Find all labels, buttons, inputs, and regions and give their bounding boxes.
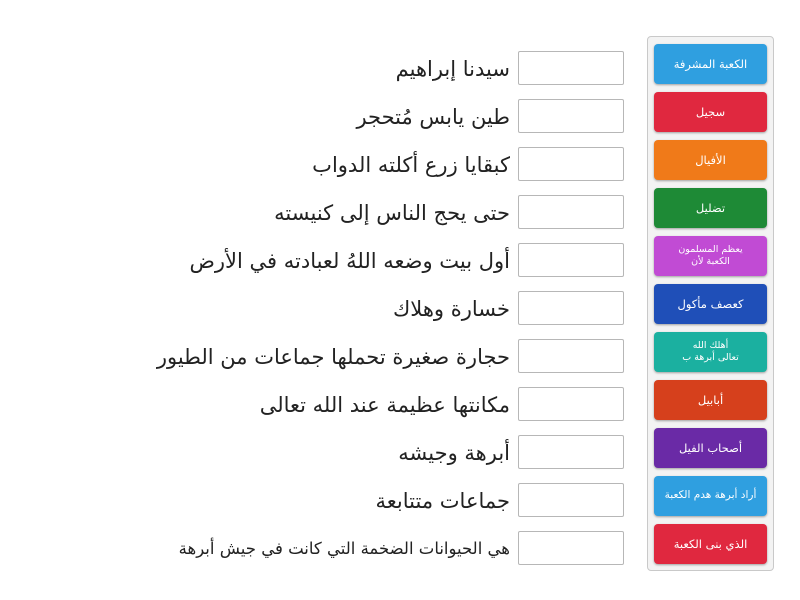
tile-label-line-2: تعالى أبرهة ب [682,352,739,363]
answer-drop-box[interactable] [518,531,624,565]
definition-text: سيدنا إبراهيم [395,57,510,81]
tile-label: الكعبة المشرفة [673,56,748,71]
answer-drop-box[interactable] [518,387,624,421]
answer-tile[interactable] [654,140,767,180]
answer-tile[interactable] [654,92,767,132]
match-row [0,49,624,89]
definition-text: حتى يحج الناس إلى كنيسته [274,201,510,225]
answer-drop-box[interactable] [518,99,624,133]
tile-label: تضليل [695,200,726,215]
match-row [0,193,624,233]
definition-text: أول بيت وضعه اللهُ لعبادته في الأرض [189,249,510,273]
answer-tiles-panel [647,36,774,571]
answer-drop-box[interactable] [518,147,624,181]
answer-tile[interactable] [654,44,767,84]
definition-text: هي الحيوانات الضخمة التي كانت في جيش أبرهة [178,539,510,558]
match-row [0,145,624,185]
tile-label-line-1: أهلك الله [692,340,729,352]
answer-drop-box[interactable] [518,51,624,85]
tile-label: الذي بنى الكعبة [673,536,748,551]
tile-label: الأفيال [695,152,726,167]
answer-tile[interactable] [654,284,767,324]
definition-text: طين يابس مُتحجر [356,105,510,129]
match-row [0,385,624,425]
definition-text: جماعات متتابعة [375,489,510,513]
answer-tile[interactable] [654,188,767,228]
tile-label: أراد أبرهة هدم الكعبة [664,489,757,502]
tile-label-line-2: الكعبة لأن [691,256,730,267]
answer-drop-box[interactable] [518,435,624,469]
tile-label: أبابيل [697,392,724,407]
answer-drop-box[interactable] [518,339,624,373]
tile-label: سجيل [695,104,726,119]
answer-tile[interactable] [654,428,767,468]
definition-text: كبقايا زرع أكلته الدواب [312,153,510,177]
match-row [0,97,624,137]
match-row [0,433,624,473]
match-row [0,289,624,329]
answer-tile[interactable] [654,332,767,372]
definition-text: أبرهة وجيشه [398,441,510,465]
match-row [0,481,624,521]
answer-drop-box[interactable] [518,483,624,517]
answer-tile[interactable] [654,524,767,564]
tile-label: كعصف مأكول [677,296,744,311]
answer-drop-box[interactable] [518,291,624,325]
match-row [0,337,624,377]
definition-text: حجارة صغيرة تحملها جماعات من الطيور [156,345,510,369]
match-row [0,529,624,569]
tile-label-line-1: يعظم المسلمون [678,244,743,256]
tile-label: أصحاب الفيل [678,440,743,455]
definition-text: خسارة وهلاك [393,297,510,321]
answer-drop-box[interactable] [518,195,624,229]
answer-tile[interactable] [654,476,767,516]
answer-drop-box[interactable] [518,243,624,277]
match-row [0,241,624,281]
answer-tile[interactable] [654,380,767,420]
answer-tile[interactable] [654,236,767,276]
definition-text: مكانتها عظيمة عند الله تعالى [259,393,510,417]
